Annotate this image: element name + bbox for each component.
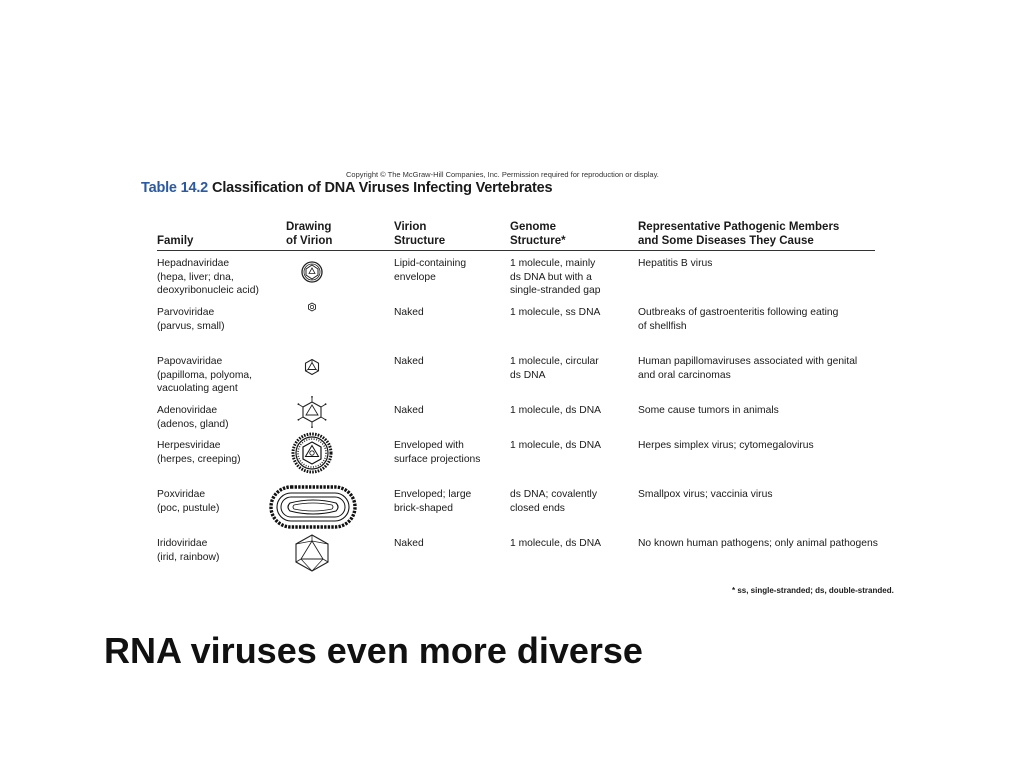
- family-cell: Iridoviridae (irid, rainbow): [157, 538, 220, 563]
- genome-cell: 1 molecule, ds DNA: [510, 405, 601, 416]
- representative-cell: No known human pathogens; only animal pathogens: [638, 538, 878, 549]
- header-representative: Representative Pathogenic Members and Some Diseases They Cause: [638, 221, 840, 247]
- table-title: [141, 180, 552, 196]
- family-cell: Papovaviridae (papilloma, polyoma, vacuolating agent: [157, 356, 253, 394]
- structure-cell: Enveloped; large brick-shaped: [394, 489, 472, 514]
- enveloped-icosahedral-virion-icon: [300, 260, 324, 284]
- family-cell: Poxviridae (poc, pustule): [157, 489, 220, 514]
- family-cell: Herpesviridae (herpes, creeping): [157, 440, 241, 465]
- table-number: Table 14.2: [141, 180, 209, 196]
- genome-cell: ds DNA; covalently closed ends: [510, 489, 597, 514]
- structure-cell: Naked: [394, 405, 424, 416]
- copyright-notice: Copyright © The McGraw-Hill Companies, Inc. Permission required for reproduction or display.: [346, 170, 659, 179]
- icosahedral-virion-with-fibers-icon: [297, 396, 327, 428]
- genome-cell: 1 molecule, mainly ds DNA but with a single-stranded gap: [510, 258, 601, 296]
- representative-cell: Hepatitis B virus: [638, 258, 713, 269]
- representative-cell: Outbreaks of gastroenteritis following eating of shellfish: [638, 307, 839, 332]
- structure-cell: Enveloped with surface projections: [394, 440, 481, 465]
- genome-cell: 1 molecule, circular ds DNA: [510, 356, 599, 381]
- genome-cell: 1 molecule, ds DNA: [510, 440, 601, 451]
- structure-cell: Naked: [394, 356, 424, 367]
- large-icosahedral-virion-icon: [292, 533, 332, 573]
- representative-cell: Smallpox virus; vaccinia virus: [638, 489, 773, 500]
- small-icosahedral-virion-icon: [307, 302, 317, 312]
- slide-headline: RNA viruses even more diverse: [104, 630, 643, 671]
- header-rule: [157, 250, 875, 251]
- icosahedral-virion-icon: [303, 358, 321, 376]
- representative-cell: Human papillomaviruses associated with genital and oral carcinomas: [638, 356, 858, 381]
- structure-cell: Lipid-containing envelope: [394, 258, 467, 283]
- representative-cell: Herpes simplex virus; cytomegalovirus: [638, 440, 814, 451]
- structure-cell: Naked: [394, 538, 424, 549]
- genome-cell: 1 molecule, ss DNA: [510, 307, 601, 318]
- family-cell: Parvoviridae (parvus, small): [157, 307, 225, 332]
- genome-cell: 1 molecule, ds DNA: [510, 538, 601, 549]
- family-cell: Hepadnaviridae (hepa, liver; dna, deoxyribonucleic acid): [157, 258, 259, 296]
- header-drawing: Drawing of Virion: [286, 221, 333, 247]
- enveloped-spiked-virion-icon: [290, 431, 334, 475]
- representative-cell: Some cause tumors in animals: [638, 405, 779, 416]
- header-family: Family: [157, 235, 194, 247]
- table-footnote: * ss, single-stranded; ds, double-stranded.: [732, 586, 894, 595]
- brick-shaped-virion-icon: [268, 484, 358, 530]
- table-title-text: Classification of DNA Viruses Infecting Vertebrates: [212, 180, 553, 196]
- structure-cell: Naked: [394, 307, 424, 318]
- header-structure: Virion Structure: [394, 221, 446, 247]
- family-cell: Adenoviridae (adenos, gland): [157, 405, 229, 430]
- header-genome: Genome Structure*: [510, 221, 566, 247]
